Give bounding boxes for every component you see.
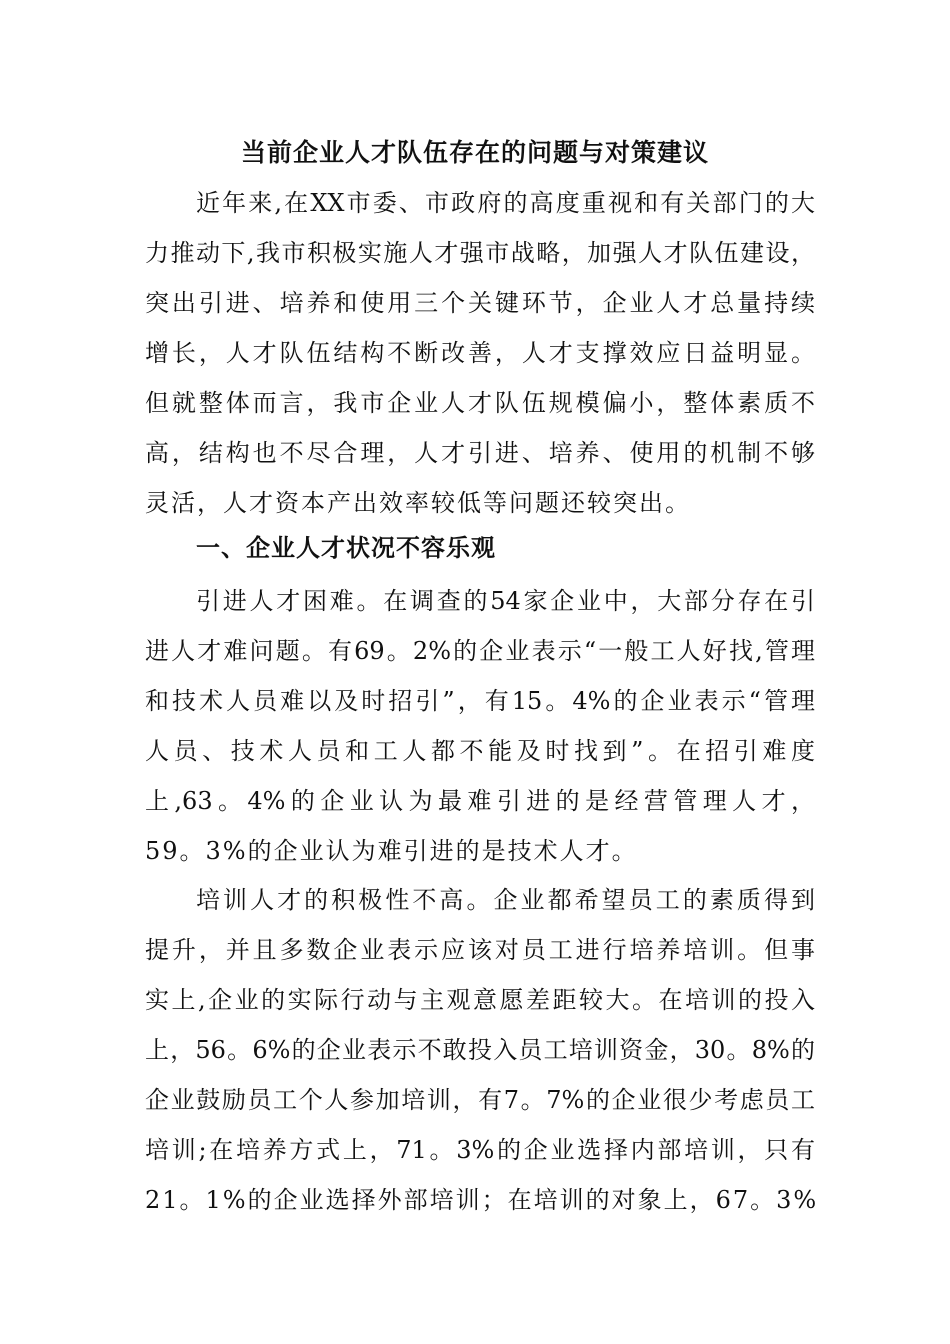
- text-line: 和技术人员难以及时招引”，有15。4%的企业表示“管理: [145, 687, 815, 715]
- text-line: 59。3%的企业认为难引进的是技术人才。: [145, 837, 638, 865]
- text-line: 提升，并且多数企业表示应该对员工进行培养培训。但事: [145, 936, 815, 964]
- section-heading: 一、企业人才状况不容乐观: [196, 533, 496, 562]
- text-line: 培训人才的积极性不高。企业都希望员工的素质得到: [196, 886, 815, 914]
- text-line: 上,63。4%的企业认为最难引进的是经营管理人才，: [145, 787, 815, 815]
- text-line: 培训;在培养方式上，71。3%的企业选择内部培训，只有: [145, 1136, 815, 1164]
- text-line: 人员、技术人员和工人都不能及时找到”。在招引难度: [145, 737, 815, 765]
- text-line: 进人才难问题。有69。2%的企业表示“一般工人好找,管理: [145, 637, 815, 665]
- text-line: 灵活，人才资本产出效率较低等问题还较突出。: [145, 489, 691, 517]
- text-line: 突出引进、培养和使用三个关键环节，企业人才总量持续: [145, 289, 815, 317]
- text-line: 上，56。6%的企业表示不敢投入员工培训资金，30。8%的: [145, 1036, 815, 1064]
- text-line: 21。1%的企业选择外部培训；在培训的对象上，67。3%: [145, 1186, 819, 1214]
- text-line: 引进人才困难。在调查的54家企业中，大部分存在引: [196, 587, 815, 615]
- text-line: 近年来,在XX市委、市政府的高度重视和有关部门的大: [196, 189, 815, 217]
- text-line: 实上,企业的实际行动与主观意愿差距较大。在培训的投入: [145, 986, 815, 1014]
- text-line: 企业鼓励员工个人参加培训，有7。7%的企业很少考虑员工: [145, 1086, 815, 1114]
- text-line: 但就整体而言，我市企业人才队伍规模偏小，整体素质不: [145, 389, 815, 417]
- document-title: 当前企业人才队伍存在的问题与对策建议: [240, 138, 709, 167]
- text-line: 力推动下,我市积极实施人才强市战略，加强人才队伍建设，: [145, 239, 815, 267]
- text-line: 增长，人才队伍结构不断改善，人才支撑效应日益明显。: [145, 339, 815, 367]
- text-line: 高，结构也不尽合理，人才引进、培养、使用的机制不够: [145, 439, 815, 467]
